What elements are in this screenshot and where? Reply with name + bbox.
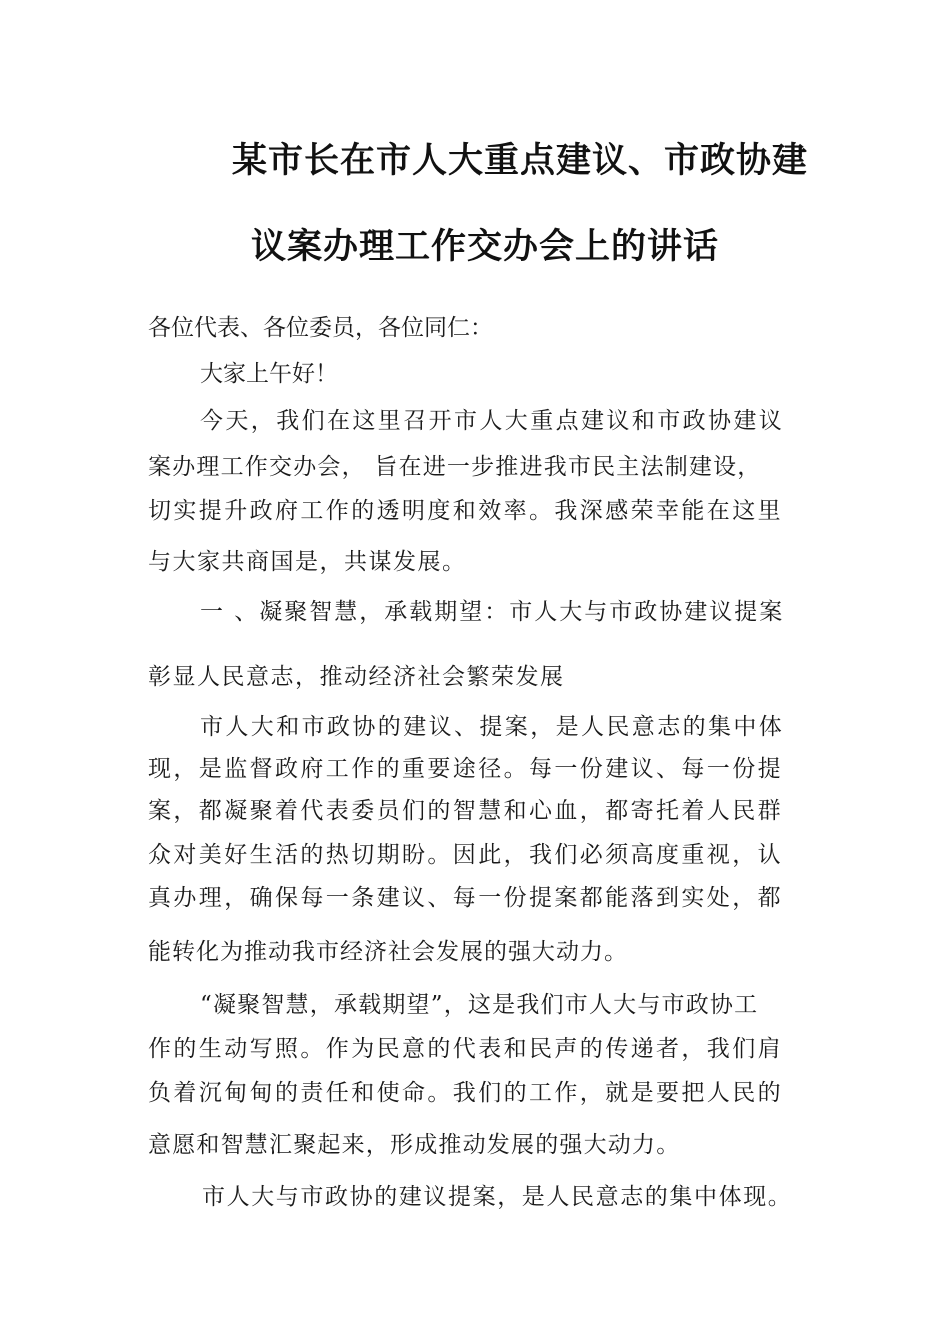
- paragraph-line: 市人大和市政协的建议、提案，是人民意志的集中体: [200, 714, 785, 740]
- paragraph-line: 现，是监督政府工作的重要途径。每一份建议、每一份提: [148, 756, 783, 782]
- paragraph-line: 案，都凝聚着代表委员们的智慧和心血，都寄托着人民群: [148, 798, 783, 824]
- paragraph-line: 意愿和智慧汇聚起来，形成推动发展的强大动力。: [148, 1132, 681, 1158]
- paragraph-line: “凝聚智慧，承载期望”，这是我们市人大与市政协工: [200, 992, 759, 1018]
- section-heading-line: 彰显人民意志，推动经济社会繁荣发展: [148, 664, 565, 690]
- paragraph-line: 能转化为推动我市经济社会发展的强大动力。: [148, 939, 628, 965]
- document-title-line-2: 议案办理工作交办会上的讲话: [251, 227, 720, 267]
- paragraph-line: 与大家共商国是，共谋发展。: [148, 549, 467, 575]
- paragraph-line: 市人大与市政协的建议提案，是人民意志的集中体现。: [202, 1184, 793, 1210]
- paragraph-line: 众对美好生活的热切期盼。因此，我们必须高度重视，认: [148, 842, 783, 868]
- salutation: 各位代表、各位委员，各位同仁：: [148, 315, 493, 341]
- greeting: 大家上午好！: [200, 361, 338, 387]
- paragraph-line: 真办理，确保每一条建议、每一份提案都能落到实处，都: [148, 885, 783, 911]
- paragraph-line: 案办理工作交办会， 旨在进一步推进我市民主法制建设，: [148, 454, 762, 480]
- paragraph-line: 今天，我们在这里召开市人大重点建议和市政协建议: [200, 408, 785, 434]
- paragraph-line: 作的生动写照。作为民意的代表和民声的传递者，我们肩: [148, 1036, 783, 1062]
- paragraph-line: 负着沉甸甸的责任和使命。我们的工作，就是要把人民的: [148, 1080, 783, 1106]
- document-title-line-1: 某市长在市人大重点建议、市政协建: [232, 141, 809, 181]
- paragraph-line: 切实提升政府工作的透明度和效率。我深感荣幸能在这里: [148, 498, 783, 524]
- section-heading-line: 一 、凝聚智慧，承载期望：市人大与市政协建议提案: [200, 599, 785, 625]
